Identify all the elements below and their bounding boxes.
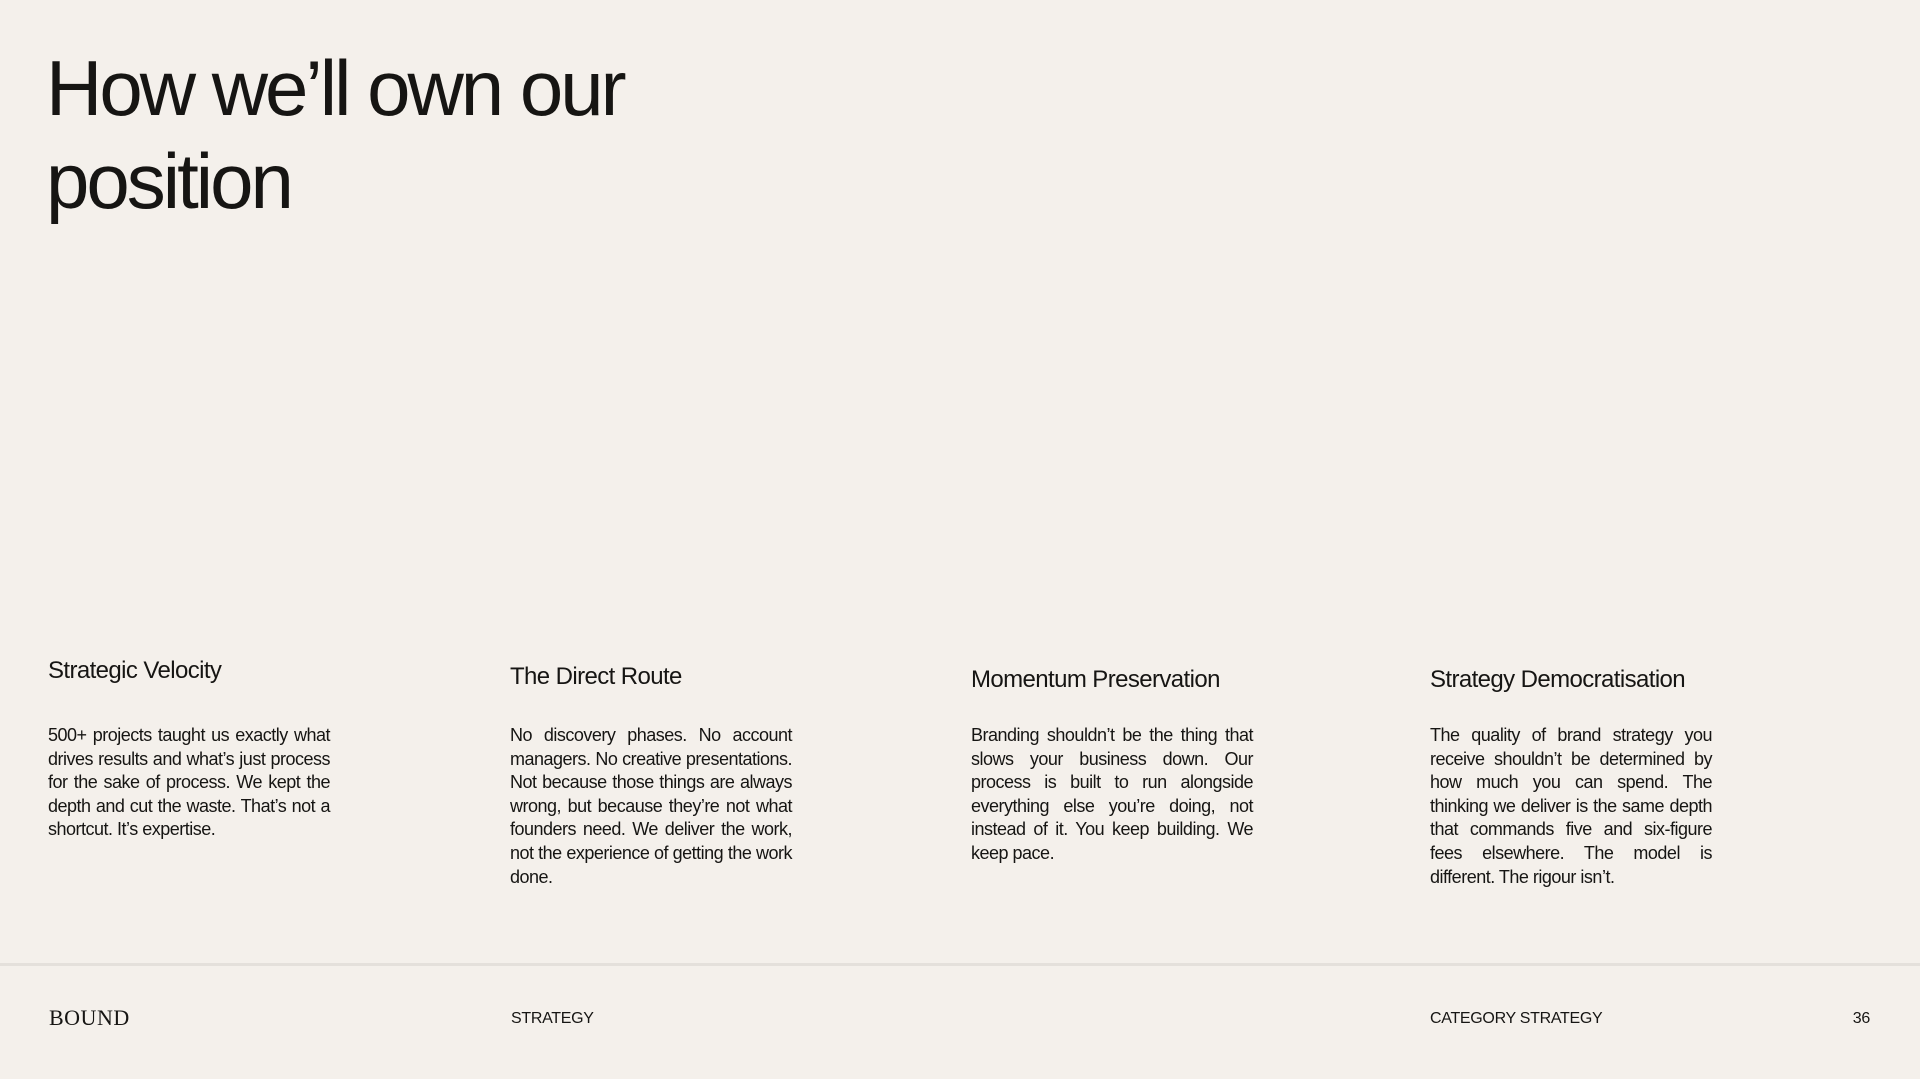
column-strategic-velocity xyxy=(48,656,330,842)
column-momentum-preservation xyxy=(971,665,1253,866)
footer-divider xyxy=(0,963,1920,966)
column-heading: The Direct Route xyxy=(510,663,682,690)
column-body: The quality of brand strategy you receive shouldn’t be determined by how much you can spend. The thinking we deliver is the same depth that commands five and six-figure fees elsewhere. The model is different. The rigour isn’t. xyxy=(1430,725,1712,887)
brand-logo: BOUND xyxy=(49,1005,130,1030)
page-title: How we’ll own our position xyxy=(46,44,624,225)
column-direct-route xyxy=(510,662,792,889)
page-number: 36 xyxy=(1852,1010,1870,1027)
column-heading: Strategy Democratisation xyxy=(1430,666,1686,693)
footer-section: STRATEGY xyxy=(511,1010,594,1027)
column-body: 500+ projects taught us exactly what drives results and what’s just process for the sake of process. We kept the depth and cut the waste. That’s not a shortcut. It’s expertise. xyxy=(48,725,330,840)
column-heading: Momentum Preservation xyxy=(971,666,1220,693)
column-body: No discovery phases. No account managers. No creative presentations. Not because those things are always wrong, but because they’re not what founders need. We deliver the work, not the experience of getting the work done. xyxy=(510,725,792,887)
column-strategy-democratisation xyxy=(1430,665,1712,889)
column-body: Branding shouldn’t be the thing that slows your business down. Our process is built to run alongside everything else you’re doing, not instead of it. You keep building. We keep pace. xyxy=(971,725,1253,863)
footer-chapter: CATEGORY STRATEGY xyxy=(1430,1010,1603,1027)
column-heading: Strategic Velocity xyxy=(48,657,222,684)
